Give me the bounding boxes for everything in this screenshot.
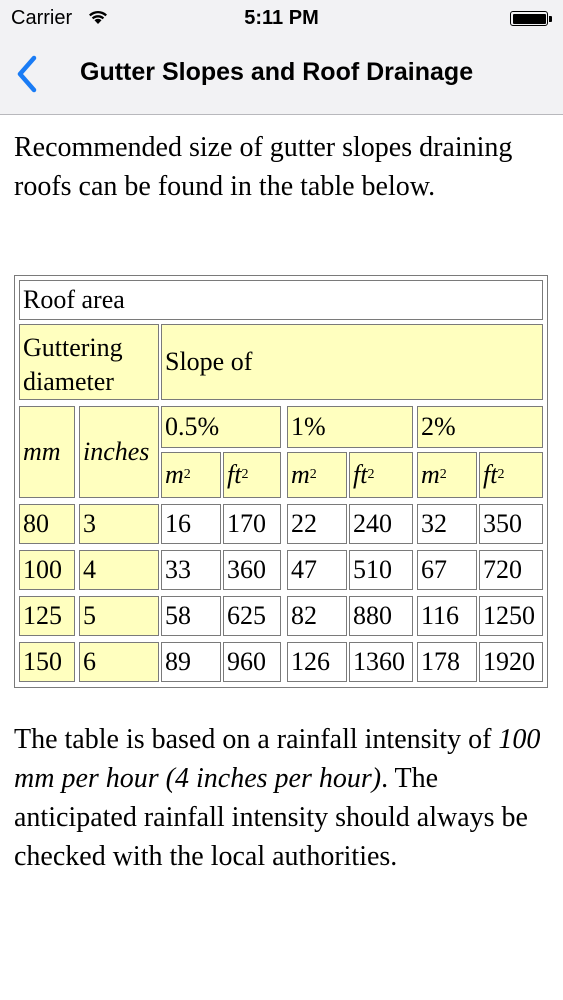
- row-1-mm: 80: [19, 504, 75, 544]
- row-3-val-4: 880: [349, 596, 413, 636]
- row-1-val-1: 16: [161, 504, 221, 544]
- slope-header-1: 0.5%: [161, 406, 281, 448]
- inches-header-text: inches: [83, 437, 150, 466]
- row-3-val-1: 58: [161, 596, 221, 636]
- row-3-inches: 5: [79, 596, 159, 636]
- battery-icon: [510, 11, 548, 26]
- page-title: Gutter Slopes and Roof Drainage: [80, 58, 474, 86]
- row-1-val-6: 350: [479, 504, 543, 544]
- unit-ft2-1: ft 2: [223, 452, 281, 498]
- mm-header: [19, 406, 75, 498]
- intro-text: Recommended size of gutter slopes draining roofs can be found in the table below.: [14, 132, 513, 202]
- carrier-label: Carrier: [11, 7, 73, 29]
- slope-of-header: Slope of: [161, 324, 543, 400]
- row-2-mm: 100: [19, 550, 75, 590]
- navigation-bar: [0, 38, 563, 114]
- row-4-val-3: 126: [287, 642, 347, 682]
- status-time: 5:11 PM: [244, 7, 319, 29]
- row-2-val-2: 360: [223, 550, 281, 590]
- unit-ft2-2: ft 2: [349, 452, 413, 498]
- row-1-val-3: 22: [287, 504, 347, 544]
- unit-ft-label: ft: [483, 460, 498, 489]
- slope-header-3: 2%: [417, 406, 543, 448]
- row-1-val-4: 240: [349, 504, 413, 544]
- unit-m-label: m: [291, 460, 310, 489]
- row-3-val-2: 625: [223, 596, 281, 636]
- row-2-val-1: 33: [161, 550, 221, 590]
- unit-ft-label: ft: [227, 460, 242, 489]
- chevron-left-icon: [8, 52, 52, 96]
- row-4-mm: 150: [19, 642, 75, 682]
- row-4-val-4: 1360: [349, 642, 413, 682]
- inches-header: [79, 406, 159, 498]
- top-bar: [0, 0, 563, 115]
- row-4-inches: 6: [79, 642, 159, 682]
- unit-ft2-3: ft 2: [479, 452, 543, 498]
- row-3-val-3: 82: [287, 596, 347, 636]
- row-2-val-4: 510: [349, 550, 413, 590]
- row-1-val-2: 170: [223, 504, 281, 544]
- row-4-val-1: 89: [161, 642, 221, 682]
- unit-m2-3: m 2: [417, 452, 477, 498]
- roof-area-header: Roof area: [19, 280, 543, 320]
- back-button[interactable]: [8, 52, 52, 96]
- unit-m2-2: m 2: [287, 452, 347, 498]
- unit-m2-1: m 2: [161, 452, 221, 498]
- unit-m-label: m: [421, 460, 440, 489]
- row-3-mm: 125: [19, 596, 75, 636]
- gutter-table: [14, 275, 548, 688]
- footer-text-prefix: The table is based on a rainfall intensity of: [14, 724, 499, 755]
- unit-m-label: m: [165, 460, 184, 489]
- row-3-val-6: 1250: [479, 596, 543, 636]
- unit-ft-label: ft: [353, 460, 368, 489]
- row-2-val-3: 47: [287, 550, 347, 590]
- footer-text-italic: 100 mm per hour (4 inches per hour): [14, 724, 541, 794]
- footer-text: [14, 720, 549, 876]
- status-bar: [0, 0, 563, 38]
- slope-header-2: 1%: [287, 406, 413, 448]
- row-4-val-6: 1920: [479, 642, 543, 682]
- guttering-diameter-header: Guttering diameter: [19, 324, 159, 400]
- mm-header-text: mm: [23, 437, 61, 466]
- row-3-val-5: 116: [417, 596, 477, 636]
- row-1-val-5: 32: [417, 504, 477, 544]
- row-2-val-6: 720: [479, 550, 543, 590]
- row-1-inches: 3: [79, 504, 159, 544]
- row-2-inches: 4: [79, 550, 159, 590]
- footer-text-suffix: . The anticipated rainfall intensity should always be checked with the local authorities.: [14, 763, 528, 872]
- row-4-val-5: 178: [417, 642, 477, 682]
- row-4-val-2: 960: [223, 642, 281, 682]
- row-2-val-5: 67: [417, 550, 477, 590]
